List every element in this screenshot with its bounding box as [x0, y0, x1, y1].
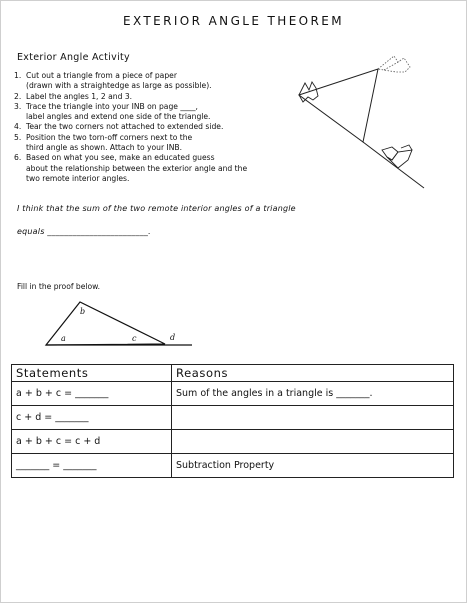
table-row: [12, 406, 454, 430]
step-item: 2. Label the angles 1, 2 and 3.: [14, 91, 133, 101]
proof-intro: Fill in the proof below.: [17, 282, 101, 291]
step-item: 3. Trace the triangle into your INB on page ____, label angles and extend one side of the triangle.: [14, 101, 211, 122]
step-item: 5. Position the two torn-off corners next to the third angle as shown. Attach to your INB.: [14, 132, 193, 153]
reason-cell[interactable]: Subtraction Property: [172, 454, 454, 478]
header-statements: Statements: [12, 365, 172, 382]
table-header-row: [12, 365, 454, 382]
reason-cell[interactable]: Sum of the angles in a triangle is _______.: [172, 382, 454, 406]
label-a: a: [61, 334, 66, 343]
label-d: d: [170, 333, 176, 342]
table-row: [12, 454, 454, 478]
table-row: [12, 430, 454, 454]
guess-equals-blank[interactable]: equals ________________________.: [17, 227, 151, 236]
statement-cell[interactable]: _______ = _______: [12, 454, 172, 478]
page-title: EXTERIOR ANGLE THEOREM: [123, 14, 344, 28]
proof-table: [11, 364, 454, 478]
guess-statement: I think that the sum of the two remote interior angles of a triangle: [17, 204, 296, 213]
label-b: b: [80, 307, 86, 316]
step-item: 1. Cut out a triangle from a piece of paper (drawn with a straightedge as large as possible).: [14, 71, 212, 91]
header-reasons: Reasons: [172, 365, 454, 382]
statement-cell[interactable]: a + b + c = _______: [12, 382, 172, 406]
step-item: 6. Based on what you see, make an educated guess about the relationship between the exterior angle and the two remote interior angles.: [14, 153, 248, 183]
reason-cell[interactable]: [172, 430, 454, 454]
activity-heading: Exterior Angle Activity: [17, 52, 130, 63]
label-c: c: [132, 334, 137, 343]
statement-cell[interactable]: c + d = _______: [12, 406, 172, 430]
table-row: [12, 382, 454, 406]
statement-cell[interactable]: a + b + c = c + d: [12, 430, 172, 454]
step-item: 4. Tear the two corners not attached to extended side.: [14, 122, 224, 132]
reason-cell[interactable]: [172, 406, 454, 430]
